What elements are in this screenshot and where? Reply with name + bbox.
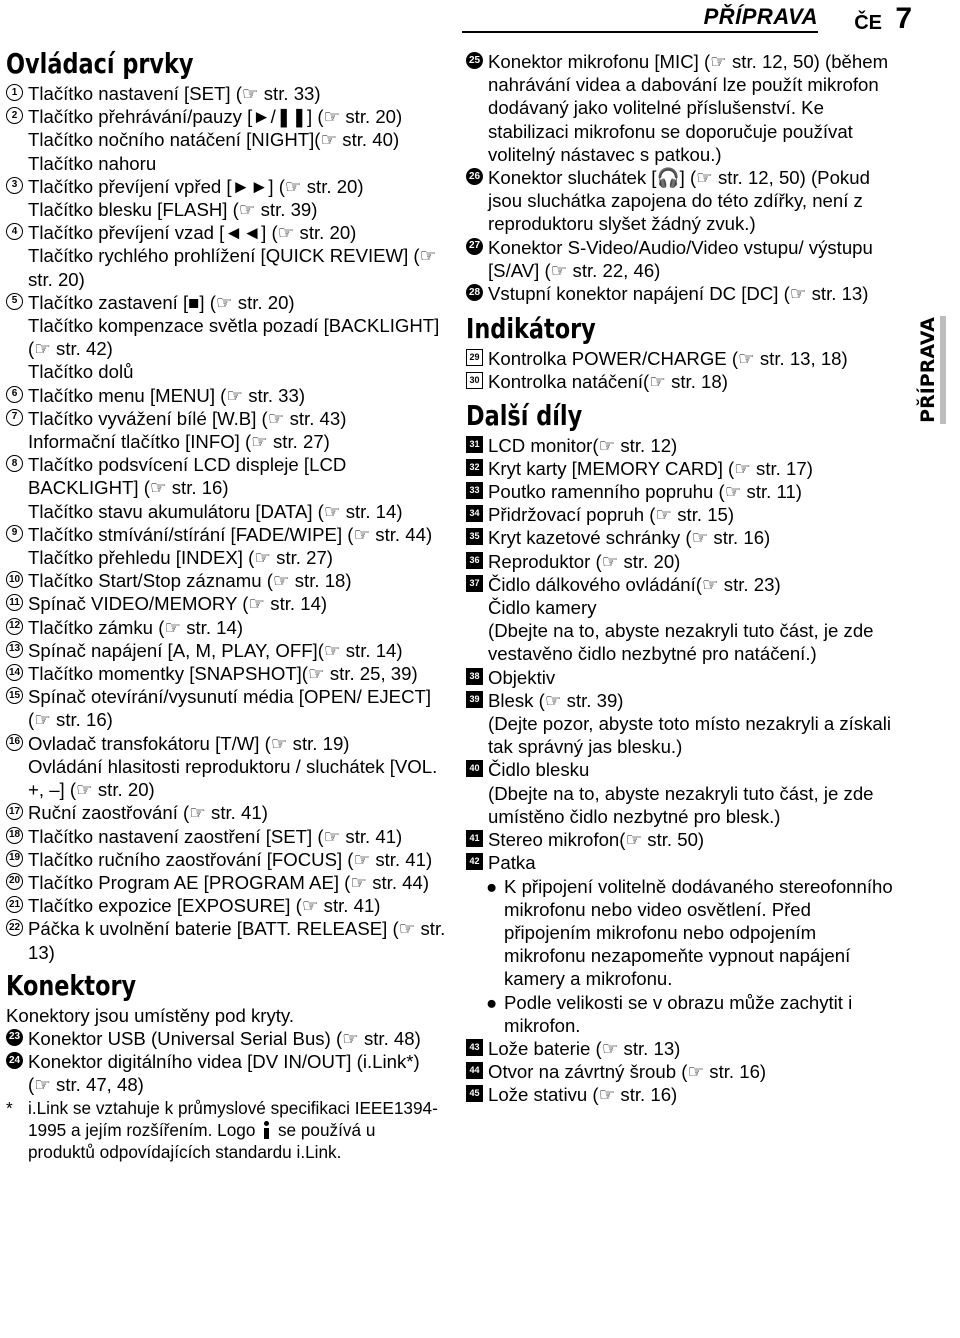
item-number-badge: 20 bbox=[6, 873, 23, 890]
item-number-badge: 24 bbox=[6, 1052, 23, 1069]
item-number bbox=[6, 662, 28, 685]
list-item bbox=[466, 782, 896, 828]
list-item bbox=[6, 407, 446, 430]
list-item bbox=[6, 1050, 446, 1096]
indicators-list bbox=[466, 347, 896, 393]
list-item bbox=[466, 1060, 896, 1083]
item-number-badge: 11 bbox=[6, 594, 23, 611]
item-number bbox=[6, 453, 28, 499]
list-item bbox=[466, 712, 896, 758]
parts-heading: Další díly bbox=[466, 398, 583, 432]
item-number bbox=[6, 592, 28, 615]
item-number bbox=[6, 407, 28, 430]
list-item bbox=[6, 221, 446, 244]
item-number bbox=[466, 1037, 488, 1060]
item-text: Tlačítko vyvážení bílé [W.B] (☞ str. 43) bbox=[28, 407, 347, 429]
side-tab bbox=[908, 316, 948, 426]
item-number bbox=[466, 1060, 488, 1083]
item-number bbox=[6, 105, 28, 128]
item-text: Kryt karty [MEMORY CARD] (☞ str. 17) bbox=[488, 457, 813, 479]
item-number bbox=[466, 282, 488, 305]
item-number-badge: 3 bbox=[6, 177, 23, 194]
page-number: 7 bbox=[895, 2, 912, 35]
item-text: Čidlo dálkového ovládání(☞ str. 23) bbox=[488, 573, 781, 595]
item-number bbox=[466, 619, 488, 665]
item-number bbox=[466, 758, 488, 781]
controls-heading: Ovládací prvky bbox=[6, 47, 194, 80]
item-number bbox=[6, 128, 28, 151]
item-number-badge: 36 bbox=[466, 552, 483, 569]
footnote bbox=[6, 1097, 446, 1163]
patka-notes bbox=[466, 875, 896, 1037]
list-item bbox=[466, 236, 896, 282]
item-number bbox=[466, 573, 488, 596]
item-number-badge: 25 bbox=[466, 52, 483, 69]
item-text: Tlačítko nastavení [SET] (☞ str. 33) bbox=[28, 83, 321, 104]
item-text: Konektor mikrofonu [MIC] (☞ str. 12, 50) (během nahrávání videa a dabování lze použít mikrofon dodávaný jako volitelné příslušenství. Ke stabilizaci mikrofonu se doporučuje používat volitelný nástavec s patkou.) bbox=[488, 51, 889, 165]
list-item bbox=[466, 347, 896, 370]
item-text: Tlačítko ručního zaostřování [FOCUS] (☞ str. 41) bbox=[28, 848, 433, 870]
item-number bbox=[466, 236, 488, 282]
item-text: Blesk (☞ str. 39) bbox=[488, 689, 624, 711]
item-number bbox=[6, 82, 28, 105]
list-item bbox=[6, 175, 446, 198]
list-item bbox=[6, 82, 446, 105]
item-number-badge: 32 bbox=[466, 459, 483, 476]
list-item bbox=[6, 801, 446, 824]
item-text: Kryt kazetové schránky (☞ str. 16) bbox=[488, 527, 771, 549]
item-number bbox=[6, 685, 28, 731]
item-text: Spínač napájení [A, M, PLAY, OFF](☞ str. 14) bbox=[28, 639, 403, 661]
item-number bbox=[466, 666, 488, 689]
list-item bbox=[6, 244, 446, 290]
item-number bbox=[6, 801, 28, 824]
right-column bbox=[466, 46, 896, 1107]
item-number bbox=[6, 639, 28, 662]
item-number bbox=[6, 384, 28, 407]
item-text: Patka bbox=[488, 852, 536, 874]
item-text: Přidržovací popruh (☞ str. 15) bbox=[488, 504, 735, 526]
indicators-heading: Indikátory bbox=[466, 312, 596, 346]
item-number-badge: 17 bbox=[6, 803, 23, 820]
item-number bbox=[6, 546, 28, 569]
item-number-badge: 8 bbox=[6, 455, 23, 472]
list-item bbox=[6, 453, 446, 499]
item-number-badge: 41 bbox=[466, 830, 483, 847]
item-number bbox=[466, 480, 488, 503]
list-item bbox=[6, 546, 446, 569]
header-rule bbox=[462, 31, 818, 33]
item-text: Tlačítko stmívání/stírání [FADE/WIPE] (☞ str. 44) bbox=[28, 523, 433, 545]
item-number-badge: 45 bbox=[466, 1085, 483, 1102]
item-number bbox=[6, 616, 28, 639]
item-text: Tlačítko převíjení vpřed [►►] (☞ str. 20) bbox=[28, 175, 364, 197]
list-item bbox=[6, 523, 446, 546]
item-number-badge: 23 bbox=[6, 1029, 23, 1046]
item-text: Ruční zaostřování (☞ str. 41) bbox=[28, 802, 268, 824]
item-number-badge: 16 bbox=[6, 734, 23, 751]
item-text: Tlačítko Program AE [PROGRAM AE] (☞ str. 44) bbox=[28, 871, 430, 893]
item-text: Ovladač transfokátoru [T/W] (☞ str. 19) bbox=[28, 732, 350, 754]
list-item bbox=[6, 105, 446, 128]
item-text: Tlačítko dolů bbox=[28, 361, 134, 383]
item-number bbox=[466, 526, 488, 549]
item-number-badge: 43 bbox=[466, 1039, 483, 1056]
item-number bbox=[466, 689, 488, 712]
item-text: Konektor sluchátek [🎧] (☞ str. 12, 50) (Pokud jsou sluchátka zapojena do této zdířky, není z reproduktoru slyšet žádný zvuk.) bbox=[488, 167, 870, 235]
item-number bbox=[6, 291, 28, 314]
item-number bbox=[6, 244, 28, 290]
item-number-badge: 39 bbox=[466, 691, 483, 708]
item-number bbox=[466, 782, 488, 828]
list-item bbox=[6, 198, 446, 221]
item-number bbox=[6, 732, 28, 755]
item-text: Lože stativu (☞ str. 16) bbox=[488, 1084, 678, 1106]
list-item bbox=[6, 314, 446, 360]
list-item bbox=[466, 550, 896, 573]
item-number-badge: 9 bbox=[6, 525, 23, 542]
list-item bbox=[6, 128, 446, 151]
list-item bbox=[466, 480, 896, 503]
list-item bbox=[6, 616, 446, 639]
item-text: Konektor S-Video/Audio/Video vstupu/ výstupu [S/AV] (☞ str. 22, 46) bbox=[488, 236, 873, 281]
left-column bbox=[6, 46, 446, 1163]
item-number bbox=[6, 569, 28, 592]
item-number bbox=[466, 434, 488, 457]
side-tab-bar bbox=[940, 316, 946, 424]
item-text: Spínač VIDEO/MEMORY (☞ str. 14) bbox=[28, 593, 328, 615]
item-number-badge: 26 bbox=[466, 168, 483, 185]
list-item bbox=[466, 596, 896, 619]
item-number bbox=[6, 175, 28, 198]
item-text: Tlačítko nahoru bbox=[28, 152, 157, 174]
list-item bbox=[466, 1037, 896, 1060]
list-item bbox=[6, 825, 446, 848]
list-item bbox=[466, 1083, 896, 1106]
item-number bbox=[466, 457, 488, 480]
item-text: Tlačítko Start/Stop záznamu (☞ str. 18) bbox=[28, 570, 352, 592]
list-item bbox=[466, 370, 896, 393]
item-number-badge: 18 bbox=[6, 827, 23, 844]
footnote-text: i.Link se vztahuje k průmyslové specifikaci IEEE1394-1995 a jejím rozšířením. Logo se používá u produktů odpovídajících standardu i.Link. bbox=[28, 1097, 438, 1162]
item-number-badge: 6 bbox=[6, 386, 23, 403]
item-number-badge: 44 bbox=[466, 1062, 483, 1079]
item-text: (Dejte pozor, abyste toto místo nezakryli a získali tak správný jas blesku.) bbox=[488, 713, 892, 758]
item-number bbox=[466, 503, 488, 526]
item-text: Lože baterie (☞ str. 13) bbox=[488, 1037, 681, 1059]
connectors-heading: Konektory bbox=[6, 968, 137, 1002]
list-item bbox=[6, 871, 446, 894]
footnote-mark: * bbox=[6, 1097, 13, 1118]
item-text: Tlačítko přehledu [INDEX] (☞ str. 27) bbox=[28, 547, 333, 569]
list-item bbox=[466, 666, 896, 689]
connectors-intro: Konektory jsou umístěny pod kryty. bbox=[6, 1004, 294, 1026]
language-code: ČE bbox=[854, 12, 882, 34]
list-item bbox=[6, 360, 446, 383]
list-item bbox=[6, 755, 446, 801]
item-number bbox=[466, 550, 488, 573]
item-text: Konektor digitálního videa [DV IN/OUT] (i.Link*) (☞ str. 47, 48) bbox=[28, 1051, 420, 1096]
item-text: Reproduktor (☞ str. 20) bbox=[488, 550, 681, 572]
item-number-badge: 15 bbox=[6, 687, 23, 704]
bullet-text: K připojení volitelně dodávaného stereofonního mikrofonu nebo video osvětlení. Před připojením mikrofonu nebo odpojením mikrofonu nezapomeňte vypnout napájení kamery a mikrofonu. bbox=[504, 875, 893, 990]
side-tab-label: PŘÍPRAVA bbox=[917, 317, 939, 423]
bullet-dot-icon: ● bbox=[486, 875, 498, 897]
list-item bbox=[6, 662, 446, 685]
item-number bbox=[6, 314, 28, 360]
item-number bbox=[466, 370, 488, 393]
item-number-badge: 13 bbox=[6, 641, 23, 658]
item-text: Tlačítko momentky [SNAPSHOT](☞ str. 25, 39) bbox=[28, 663, 418, 685]
item-number bbox=[466, 596, 488, 619]
list-item bbox=[6, 384, 446, 407]
item-number-badge: 35 bbox=[466, 528, 483, 545]
item-number bbox=[6, 500, 28, 523]
list-item bbox=[466, 434, 896, 457]
item-text: Tlačítko stavu akumulátoru [DATA] (☞ str. 14) bbox=[28, 500, 403, 522]
item-text: Kontrolka natáčení(☞ str. 18) bbox=[488, 371, 728, 393]
item-number bbox=[6, 221, 28, 244]
item-text: Tlačítko podsvícení LCD displeje [LCD BACKLIGHT] (☞ str. 16) bbox=[28, 454, 347, 499]
item-number-badge: 4 bbox=[6, 223, 23, 240]
item-text: Páčka k uvolnění baterie [BATT. RELEASE] (☞ str. 13) bbox=[28, 918, 446, 963]
item-text: (Dbejte na to, abyste nezakryli tuto část, je zde vestavěno čidlo nezbytné pro natáčení.) bbox=[488, 620, 874, 665]
item-text: Tlačítko zastavení [■] (☞ str. 20) bbox=[28, 291, 295, 313]
list-item bbox=[6, 152, 446, 175]
item-text: Tlačítko převíjení vzad [◄◄] (☞ str. 20) bbox=[28, 222, 357, 244]
item-number bbox=[6, 755, 28, 801]
item-text: Tlačítko rychlého prohlížení [QUICK REVIEW] (☞ str. 20) bbox=[28, 245, 437, 290]
item-number-badge: 10 bbox=[6, 571, 23, 588]
item-text: Spínač otevírání/vysunutí média [OPEN/ EJECT](☞ str. 16) bbox=[28, 686, 432, 731]
list-item bbox=[6, 500, 446, 523]
item-text: Tlačítko zámku (☞ str. 14) bbox=[28, 616, 244, 638]
list-item bbox=[466, 758, 896, 781]
item-number-badge: 5 bbox=[6, 293, 23, 310]
item-number-badge: 38 bbox=[466, 668, 483, 685]
item-text: (Dbejte na to, abyste nezakryli tuto část, je zde umístěno čidlo nezbytné pro blesk.) bbox=[488, 782, 874, 827]
list-item bbox=[6, 639, 446, 662]
item-number-badge: 42 bbox=[466, 853, 483, 870]
item-text: Čidlo blesku bbox=[488, 759, 590, 781]
item-number-badge: 37 bbox=[466, 575, 483, 592]
item-number-badge: 27 bbox=[466, 238, 483, 255]
list-item bbox=[466, 282, 896, 305]
list-item bbox=[6, 569, 446, 592]
bullet-dot-icon: ● bbox=[486, 991, 498, 1013]
item-number bbox=[466, 50, 488, 166]
item-number bbox=[6, 848, 28, 871]
list-item bbox=[6, 430, 446, 453]
list-item bbox=[466, 619, 896, 665]
item-number-badge: 2 bbox=[6, 107, 23, 124]
item-number-badge: 28 bbox=[466, 284, 483, 301]
item-text: Tlačítko blesku [FLASH] (☞ str. 39) bbox=[28, 199, 318, 221]
item-text: Otvor na závrtný šroub (☞ str. 16) bbox=[488, 1061, 767, 1083]
bullet-text: Podle velikosti se v obrazu může zachytit i mikrofon. bbox=[504, 991, 853, 1036]
item-text: LCD monitor(☞ str. 12) bbox=[488, 434, 678, 456]
item-number-badge: 12 bbox=[6, 618, 23, 635]
list-item bbox=[466, 828, 896, 851]
item-text: Tlačítko nočního natáčení [NIGHT](☞ str. 40) bbox=[28, 129, 400, 151]
item-text: Tlačítko expozice [EXPOSURE] (☞ str. 41) bbox=[28, 895, 381, 917]
list-item bbox=[6, 894, 446, 917]
list-item bbox=[6, 685, 446, 731]
item-number-badge: 31 bbox=[466, 436, 483, 453]
item-number bbox=[6, 430, 28, 453]
list-item bbox=[6, 917, 446, 963]
bullet-item bbox=[466, 875, 896, 991]
item-number bbox=[6, 917, 28, 963]
list-item bbox=[466, 457, 896, 480]
list-item bbox=[6, 1027, 446, 1050]
item-number bbox=[6, 360, 28, 383]
list-item bbox=[466, 503, 896, 526]
item-number bbox=[6, 523, 28, 546]
list-item bbox=[466, 573, 896, 596]
item-text: Informační tlačítko [INFO] (☞ str. 27) bbox=[28, 431, 330, 453]
connectors-continued-list bbox=[466, 50, 896, 305]
item-number bbox=[6, 198, 28, 221]
item-number bbox=[466, 851, 488, 874]
item-number bbox=[6, 871, 28, 894]
item-text: Tlačítko přehrávání/pauzy [►/❚❚] (☞ str. 20) bbox=[28, 106, 403, 128]
item-number-badge: 33 bbox=[466, 482, 483, 499]
list-item bbox=[6, 291, 446, 314]
list-item bbox=[466, 526, 896, 549]
page-header bbox=[0, 0, 960, 44]
item-text: Čidlo kamery bbox=[488, 597, 597, 619]
section-title: PŘÍPRAVA bbox=[703, 4, 818, 29]
item-text: Tlačítko kompenzace světla pozadí [BACKLIGHT] (☞ str. 42) bbox=[28, 315, 440, 360]
item-number-badge: 7 bbox=[6, 409, 23, 426]
item-number bbox=[466, 166, 488, 236]
connectors-list bbox=[6, 1027, 446, 1097]
item-number-badge: 30 bbox=[466, 372, 483, 389]
item-number bbox=[6, 825, 28, 848]
bullet-item bbox=[466, 991, 896, 1037]
ilink-logo-icon bbox=[262, 1121, 271, 1139]
parts-list-continued bbox=[466, 1037, 896, 1107]
item-number-badge: 34 bbox=[466, 505, 483, 522]
item-number-badge: 22 bbox=[6, 919, 23, 936]
list-item bbox=[466, 50, 896, 166]
item-number-badge: 29 bbox=[466, 349, 483, 366]
list-item bbox=[466, 689, 896, 712]
item-number-badge: 19 bbox=[6, 850, 23, 867]
list-item bbox=[466, 166, 896, 236]
item-text: Konektor USB (Universal Serial Bus) (☞ str. 48) bbox=[28, 1027, 421, 1049]
item-text: Kontrolka POWER/CHARGE (☞ str. 13, 18) bbox=[488, 348, 848, 370]
list-item bbox=[6, 592, 446, 615]
item-number-badge: 1 bbox=[6, 84, 23, 101]
item-text: Tlačítko menu [MENU] (☞ str. 33) bbox=[28, 384, 306, 406]
item-number bbox=[6, 1050, 28, 1096]
parts-list bbox=[466, 434, 896, 875]
item-number bbox=[466, 828, 488, 851]
item-text: Poutko ramenního popruhu (☞ str. 11) bbox=[488, 481, 802, 503]
item-number bbox=[466, 347, 488, 370]
item-number-badge: 21 bbox=[6, 896, 23, 913]
item-number-badge: 40 bbox=[466, 760, 483, 777]
item-number bbox=[6, 1027, 28, 1050]
item-number bbox=[6, 152, 28, 175]
item-text: Ovládání hlasitosti reproduktoru / sluchátek [VOL. +, –] (☞ str. 20) bbox=[28, 755, 438, 801]
controls-list bbox=[6, 82, 446, 964]
list-item bbox=[6, 848, 446, 871]
item-text: Stereo mikrofon(☞ str. 50) bbox=[488, 829, 705, 851]
item-number bbox=[6, 894, 28, 917]
item-text: Tlačítko nastavení zaostření [SET] (☞ str. 41) bbox=[28, 825, 403, 847]
list-item bbox=[6, 732, 446, 755]
item-text: Objektiv bbox=[488, 666, 556, 688]
item-number bbox=[466, 712, 488, 758]
item-text: Vstupní konektor napájení DC [DC] (☞ str. 13) bbox=[488, 283, 869, 305]
item-number-badge: 14 bbox=[6, 664, 23, 681]
item-number bbox=[466, 1083, 488, 1106]
list-item bbox=[466, 851, 896, 874]
